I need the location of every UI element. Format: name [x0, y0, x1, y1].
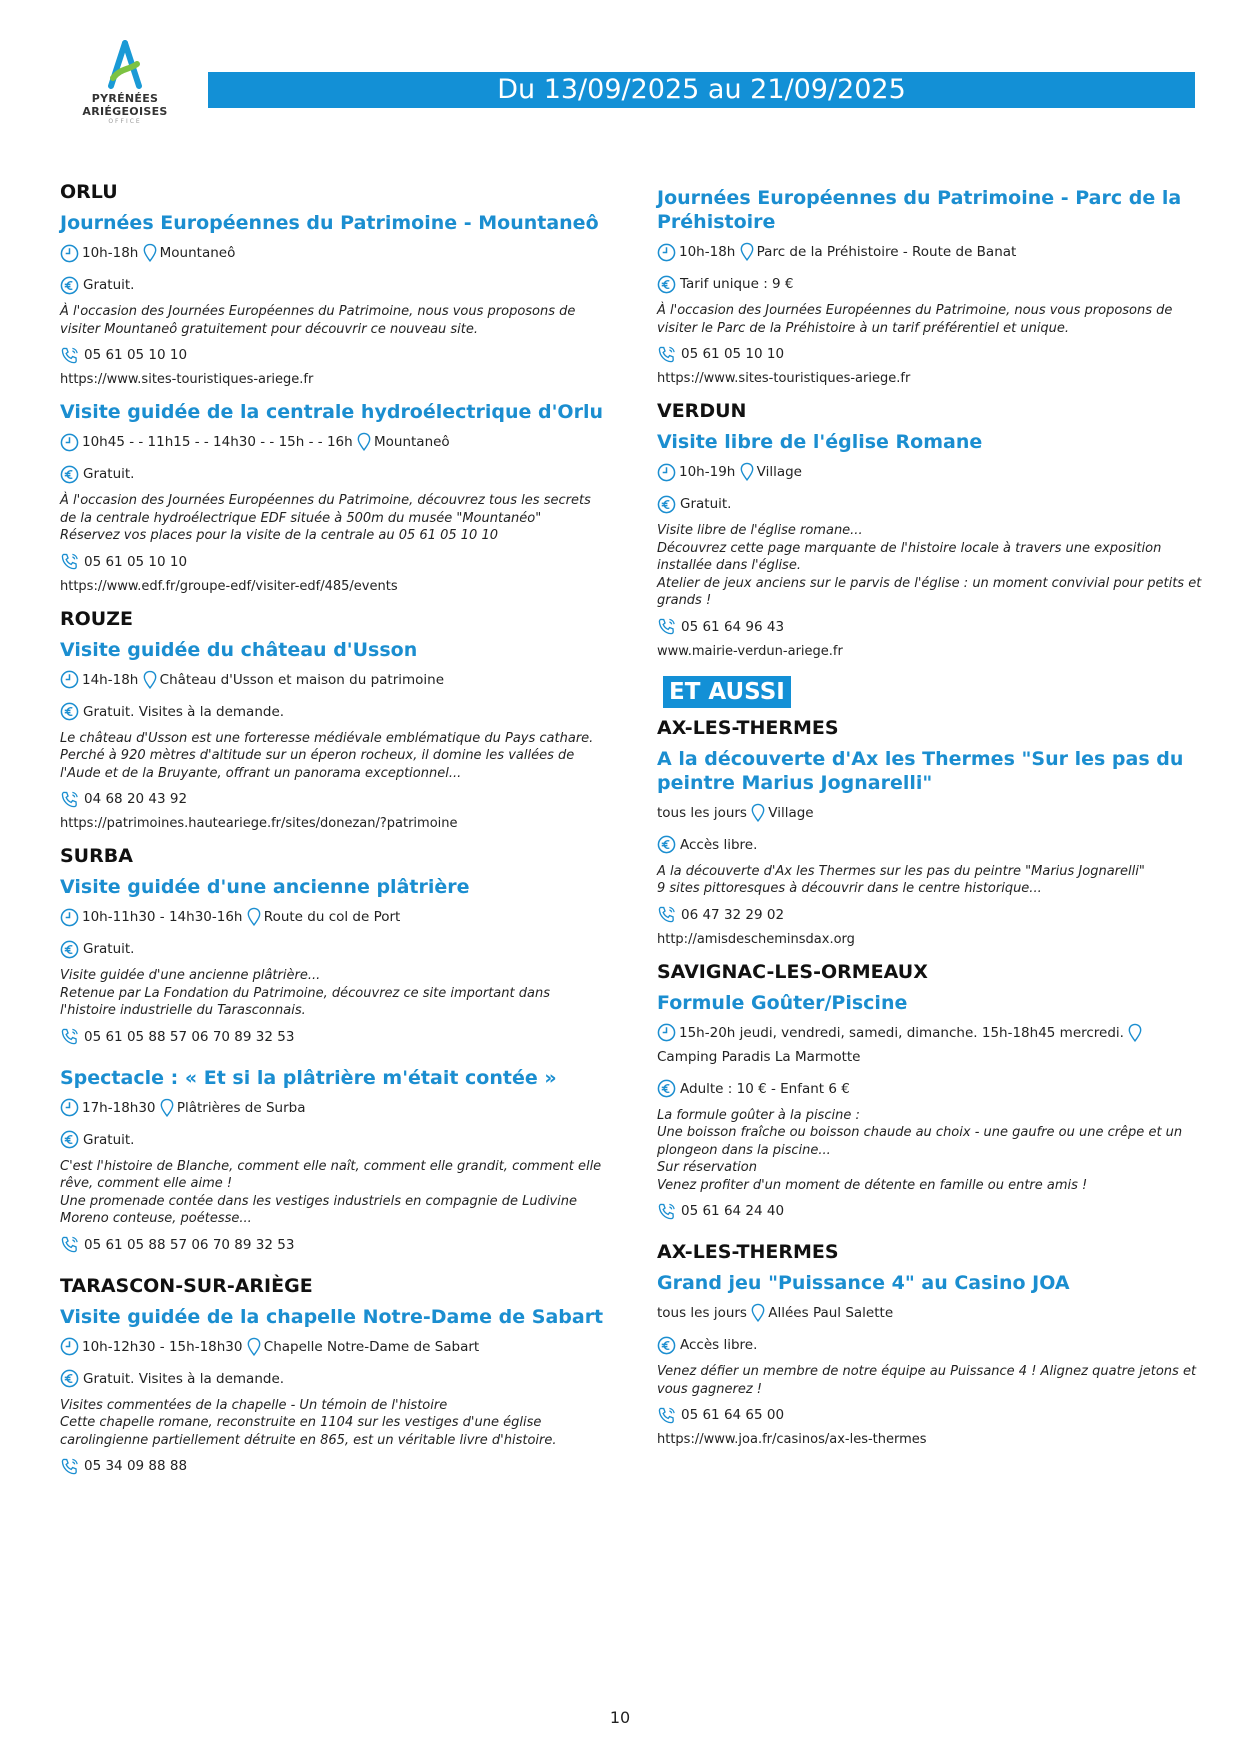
- event-link[interactable]: http://amisdescheminsdax.org: [657, 931, 855, 947]
- event-card: [60, 875, 605, 1048]
- event-phone[interactable]: [60, 344, 605, 366]
- event-hours: tous les jours: [657, 804, 747, 821]
- event-schedule: [60, 1096, 605, 1120]
- phone-icon: [60, 1027, 81, 1046]
- event-schedule: [60, 1335, 605, 1359]
- price-text: Gratuit.: [83, 277, 135, 293]
- event-phone[interactable]: [657, 904, 1202, 926]
- left-column: [60, 180, 605, 1483]
- phone-icon: [657, 905, 678, 924]
- town-heading: ROUZE: [60, 607, 133, 630]
- page-number: 10: [609, 1708, 631, 1727]
- euro-icon: [657, 1079, 676, 1098]
- phone-number: 05 34 09 88 88: [84, 1458, 188, 1474]
- event-schedule: [657, 1021, 1202, 1069]
- event-phone[interactable]: [60, 1026, 605, 1048]
- event-place: Allées Paul Salette: [768, 1305, 894, 1321]
- price-text: Accès libre.: [680, 1337, 758, 1353]
- location-pin-icon: [247, 907, 261, 927]
- location-pin-icon: [1128, 1023, 1142, 1043]
- clock-icon: [657, 243, 676, 262]
- event-hours: 14h-18h: [82, 671, 139, 688]
- phone-number: 05 61 64 65 00: [681, 1407, 785, 1423]
- phone-icon: [657, 1202, 678, 1221]
- event-card: [657, 747, 1202, 950]
- event-phone[interactable]: [60, 551, 605, 573]
- event-description: Venez défier un membre de notre équipe au Puissance 4 ! Alignez quatre jetons et vous gagnerez !: [657, 1364, 1197, 1397]
- event-description: À l'occasion des Journées Européennes du Patrimoine, nous vous proposons de visiter le Parc de la Préhistoire à un tarif préférentiel et unique.: [657, 303, 1173, 336]
- right-column: [657, 186, 1202, 1460]
- event-hours: 10h-12h30 - 15h-18h30: [82, 1338, 243, 1355]
- town-heading: AX-LES-THERMES: [657, 716, 839, 739]
- phone-icon: [60, 346, 81, 365]
- event-card: [657, 430, 1202, 662]
- town-heading: AX-LES-THERMES: [657, 1241, 839, 1263]
- event-link[interactable]: https://www.sites-touristiques-ariege.fr: [657, 371, 911, 386]
- clock-icon: [657, 463, 676, 482]
- phone-icon: [657, 345, 678, 364]
- location-pin-icon: [143, 670, 157, 690]
- event-title[interactable]: Visite guidée de la chapelle Notre-Dame de Sabart: [60, 1305, 604, 1328]
- location-pin-icon: [160, 1098, 174, 1118]
- event-description: C'est l'histoire de Blanche, comment elle naît, comment elle grandit, comment elle rêve, comment elle aime ! Une promenade contée dans les vestiges industriels en compagnie de Ludivine Moreno conteuse, poétesse...: [60, 1158, 602, 1226]
- event-hours: 10h-19h: [679, 464, 736, 480]
- location-pin-icon: [740, 462, 754, 482]
- euro-icon: [60, 702, 79, 721]
- phone-icon: [657, 617, 678, 636]
- event-price: [60, 700, 605, 724]
- phone-icon: [657, 1406, 678, 1425]
- price-text: Gratuit.: [83, 1131, 135, 1148]
- event-link[interactable]: https://patrimoines.hauteariege.fr/sites/donezan/?patrimoine: [60, 816, 458, 831]
- phone-number: 05 61 05 10 10: [84, 553, 188, 570]
- phone-number: 05 61 05 88 57 06 70 89 32 53: [84, 1236, 295, 1253]
- event-title[interactable]: Visite libre de l'église Romane: [657, 431, 983, 453]
- phone-icon: [60, 1235, 81, 1254]
- event-place: Village: [756, 464, 802, 480]
- phone-icon: [60, 552, 81, 571]
- price-text: Adulte : 10 € - Enfant 6 €: [680, 1080, 850, 1097]
- event-title[interactable]: A la découverte d'Ax les Thermes "Sur les pas du peintre Marius Jognarelli": [657, 747, 1184, 794]
- price-text: Accès libre.: [680, 836, 758, 853]
- event-place: Camping Paradis La Marmotte: [657, 1048, 861, 1065]
- phone-number: 05 61 05 10 10: [681, 346, 785, 362]
- event-schedule: [657, 460, 1202, 484]
- event-card: [60, 1305, 605, 1478]
- event-card: [60, 211, 605, 390]
- event-title[interactable]: Grand jeu "Puissance 4" au Casino JOA: [657, 1272, 1070, 1294]
- price-text: Gratuit. Visites à la demande.: [83, 703, 285, 720]
- logo-text-line2: ARIÉGEOISES: [82, 105, 168, 118]
- clock-icon: [657, 1023, 676, 1042]
- event-description: À l'occasion des Journées Européennes du Patrimoine, découvrez tous les secrets de la centrale hydroélectrique EDF située à 500m du musée "Mountanéo" Réservez vos places pour la visite de la centrale au 05 61 05 10 10: [60, 493, 591, 543]
- location-pin-icon: [357, 432, 371, 452]
- price-text: Tarif unique : 9 €: [680, 276, 794, 292]
- event-schedule: [60, 668, 605, 692]
- location-pin-icon: [143, 243, 157, 263]
- event-price: [60, 1367, 605, 1391]
- event-title[interactable]: Journées Européennes du Patrimoine - Mountaneô: [60, 212, 599, 234]
- euro-icon: [60, 940, 79, 959]
- event-description: À l'occasion des Journées Européennes du Patrimoine, nous vous proposons de visiter Mountaneô gratuitement pour découvrir ce nouveau site.: [60, 304, 576, 337]
- euro-icon: [60, 276, 79, 295]
- event-hours: 17h-18h30: [82, 1099, 156, 1116]
- event-phone[interactable]: [60, 1234, 605, 1256]
- event-phone[interactable]: [657, 1404, 1202, 1426]
- event-place: Mountaneô: [159, 245, 236, 261]
- event-description: Le château d'Usson est une forteresse médiévale emblématique du Pays cathare. Perché à 920 mètres d'altitude sur un éperon rocheux, il domine les vallées de l'Aude et de la Bruyante, offrant un panorama exceptionnel...: [60, 730, 594, 781]
- town-heading: ORLU: [60, 181, 118, 203]
- event-card: [657, 991, 1202, 1223]
- event-hours: 10h-11h30 - 14h30-16h: [82, 909, 243, 925]
- event-title[interactable]: Visite guidée de la centrale hydroélectrique d'Orlu: [60, 401, 603, 423]
- logo-text-line3: OFFICE: [108, 118, 142, 125]
- location-pin-icon: [247, 1337, 261, 1357]
- event-card: [657, 1271, 1202, 1450]
- event-place: Mountaneô: [373, 434, 450, 450]
- price-text: Gratuit.: [680, 496, 732, 512]
- event-hours: tous les jours: [657, 1305, 747, 1321]
- event-description: Visites commentées de la chapelle - Un témoin de l'histoire Cette chapelle romane, reconstruite en 1104 sur les vestiges d'une église carolingienne partiellement détruite en 865, est un véritable livre d'histoire.: [60, 1397, 557, 1448]
- event-schedule: [60, 430, 605, 454]
- location-pin-icon: [751, 803, 765, 823]
- clock-icon: [60, 670, 79, 689]
- clock-icon: [60, 1098, 79, 1117]
- clock-icon: [60, 244, 79, 263]
- pyrenees-logo-icon: [101, 40, 149, 92]
- price-text: Gratuit.: [83, 466, 135, 482]
- event-place: Parc de la Préhistoire - Route de Banat: [756, 244, 1017, 260]
- phone-number: 05 61 05 10 10: [84, 347, 188, 363]
- town-heading: SURBA: [60, 845, 133, 867]
- event-title[interactable]: Journées Européennes du Patrimoine - Parc de la Préhistoire: [657, 187, 1182, 233]
- euro-icon: [657, 495, 676, 514]
- event-link[interactable]: www.mairie-verdun-ariege.fr: [657, 643, 843, 659]
- event-place: Chapelle Notre-Dame de Sabart: [263, 1338, 480, 1355]
- et-aussi-label: ET AUSSI: [663, 676, 791, 708]
- event-place: Plâtrières de Surba: [176, 1099, 306, 1116]
- event-hours: 15h-20h jeudi, vendredi, samedi, dimanche. 15h-18h45 mercredi.: [679, 1024, 1124, 1041]
- event-phone[interactable]: [60, 788, 605, 810]
- euro-icon: [60, 1369, 79, 1388]
- event-title[interactable]: Spectacle : « Et si la plâtrière m'était contée »: [60, 1066, 557, 1089]
- event-price: [60, 462, 605, 486]
- event-description: La formule goûter à la piscine : Une boisson fraîche ou boisson chaude au choix - une gaufre ou une crêpe et un plongeon dans la piscine... Sur réservation Venez profiter d'un moment de détente en famille ou entre amis !: [657, 1107, 1183, 1193]
- event-phone[interactable]: [60, 1455, 605, 1477]
- euro-icon: [657, 1336, 676, 1355]
- phone-number: 04 68 20 43 92: [84, 791, 188, 807]
- event-schedule: [657, 1301, 1202, 1325]
- event-hours: 10h-18h: [679, 244, 736, 260]
- event-price: [657, 1077, 1202, 1101]
- euro-icon: [657, 275, 676, 294]
- clock-icon: [60, 433, 79, 452]
- phone-number: 05 61 05 88 57 06 70 89 32 53: [84, 1028, 295, 1045]
- event-hours: 10h-18h: [82, 245, 139, 261]
- event-price: [657, 833, 1202, 857]
- event-hours: 10h45 - - 11h15 - - 14h30 - - 15h - - 16h: [82, 434, 353, 450]
- event-card: [60, 638, 605, 835]
- event-title[interactable]: Visite guidée d'une ancienne plâtrière: [60, 876, 470, 898]
- event-card: [60, 1066, 605, 1256]
- price-text: Gratuit. Visites à la demande.: [83, 1370, 285, 1387]
- event-description: Visite guidée d'une ancienne plâtrière... Retenue par La Fondation du Patrimoine, découvrez ce site important dans l'histoire industrielle du Tarasconnais.: [60, 968, 550, 1018]
- event-link[interactable]: https://www.edf.fr/groupe-edf/visiter-edf/485/events: [60, 578, 398, 594]
- event-phone[interactable]: [657, 343, 1202, 365]
- event-price: [657, 272, 1202, 296]
- event-price: [60, 937, 605, 961]
- event-link[interactable]: https://www.joa.fr/casinos/ax-les-thermes: [657, 1432, 927, 1447]
- event-place: Château d'Usson et maison du patrimoine: [159, 671, 445, 688]
- town-heading: VERDUN: [657, 400, 747, 422]
- event-price: [60, 273, 605, 297]
- clock-icon: [60, 908, 79, 927]
- event-schedule: [657, 801, 1202, 825]
- event-schedule: [657, 240, 1202, 264]
- event-schedule: [60, 905, 605, 929]
- date-range-banner: Du 13/09/2025 au 21/09/2025: [208, 72, 1195, 108]
- event-schedule: [60, 241, 605, 265]
- event-description: A la découverte d'Ax les Thermes sur les pas du peintre "Marius Jognarelli" 9 sites pittoresques à découvrir dans le centre historique...: [657, 863, 1145, 896]
- event-price: [60, 1128, 605, 1152]
- event-phone[interactable]: [657, 1200, 1202, 1222]
- location-pin-icon: [751, 1303, 765, 1323]
- euro-icon: [60, 1130, 79, 1149]
- clock-icon: [60, 1337, 79, 1356]
- brand-logo: [70, 40, 180, 125]
- price-text: Gratuit.: [83, 941, 135, 957]
- town-heading: SAVIGNAC-LES-ORMEAUX: [657, 960, 928, 983]
- phone-number: 06 47 32 29 02: [681, 906, 785, 923]
- euro-icon: [60, 465, 79, 484]
- event-title[interactable]: Formule Goûter/Piscine: [657, 991, 908, 1014]
- event-link[interactable]: https://www.sites-touristiques-ariege.fr: [60, 372, 314, 387]
- logo-text-line1: PYRÉNÉES: [91, 92, 159, 105]
- event-place: Village: [768, 804, 814, 821]
- event-card: [657, 186, 1202, 389]
- event-phone[interactable]: [657, 616, 1202, 638]
- location-pin-icon: [740, 242, 754, 262]
- event-description: Visite libre de l'église romane... Découvrez cette page marquante de l'histoire locale à travers une exposition installée dans l'église. Atelier de jeux anciens sur le parvis de l'église : un moment convivial pour petits et grands !: [657, 523, 1202, 608]
- event-price: [657, 492, 1202, 516]
- phone-number: 05 61 64 24 40: [681, 1203, 785, 1219]
- event-card: [60, 400, 605, 597]
- town-heading: TARASCON-SUR-ARIÈGE: [60, 1274, 313, 1297]
- euro-icon: [657, 835, 676, 854]
- phone-icon: [60, 790, 81, 809]
- event-place: Route du col de Port: [263, 909, 401, 925]
- phone-number: 05 61 64 96 43: [681, 618, 785, 635]
- event-price: [657, 1333, 1202, 1357]
- phone-icon: [60, 1457, 81, 1476]
- event-title[interactable]: Visite guidée du château d'Usson: [60, 638, 418, 661]
